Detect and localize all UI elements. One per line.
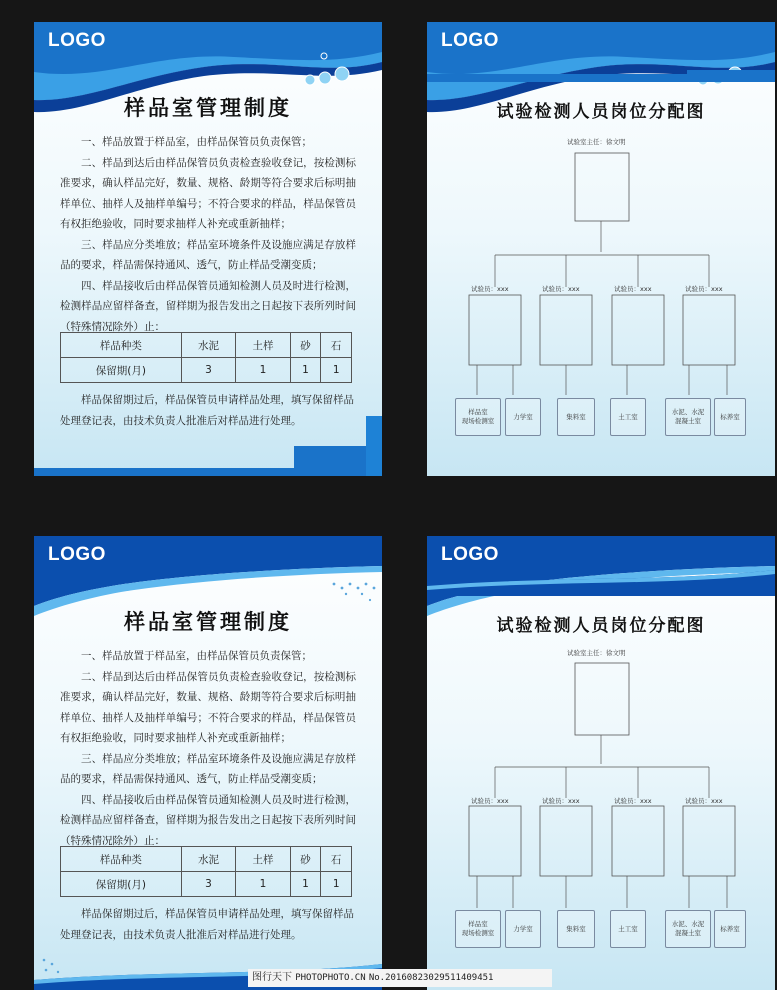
table-cell: 1	[321, 358, 352, 383]
staff-label: 试验员：xxx	[471, 285, 509, 293]
room-box: 样品室 现场检测室	[455, 398, 501, 436]
retention-table	[60, 846, 352, 897]
rule-2: 二、样品到达后由样品保管员负责检查验收登记，按检测标准要求，确认样品完好，数量、规格、龄期等符合要求后标明抽样单位、抽样人及抽样单编号；不符合要求的样品，样品保管员有权拒绝验收，同时要求抽样人补充或重新抽样；	[60, 156, 356, 230]
rules-board-top	[34, 22, 382, 476]
org-board-bottom	[427, 536, 775, 990]
rule-3: 三、样品应分类堆放；样品室环境条件及设施应满足存放样品的要求，样品需保持通风、透气，防止样品受潮变质；	[60, 238, 356, 271]
org-board-top	[427, 22, 775, 476]
table-row	[61, 358, 352, 383]
table-row	[61, 333, 352, 358]
table-cell: 1	[290, 872, 321, 897]
room-box: 力学室	[505, 910, 541, 948]
room-box: 力学室	[505, 398, 541, 436]
rule-1: 一、样品放置于样品室，由样品保管员负责保管；	[81, 650, 312, 662]
table-cell: 样品种类	[61, 333, 182, 358]
table-cell: 土样	[236, 333, 290, 358]
table-cell: 砂	[290, 847, 321, 872]
room-box: 标养室	[714, 910, 746, 948]
staff-label: 试验员：xxx	[685, 285, 723, 293]
page-title: 试验检测人员岗位分配图	[496, 102, 706, 122]
page-title: 样品室管理制度	[124, 610, 292, 634]
retention-table	[60, 332, 352, 383]
director-label: 试验室主任：徐文明	[567, 649, 626, 657]
table-cell: 砂	[290, 333, 321, 358]
logo: LOGO	[48, 544, 106, 565]
rules-text	[60, 132, 356, 337]
table-cell: 水泥	[181, 333, 235, 358]
room-box: 水泥、水泥 混凝土室	[665, 398, 711, 436]
staff-label: 试验员：xxx	[614, 285, 652, 293]
logo: LOGO	[48, 30, 106, 51]
table-cell: 1	[236, 358, 290, 383]
staff-label: 试验员：xxx	[614, 797, 652, 805]
table-cell: 石	[321, 333, 352, 358]
rules-text	[60, 646, 356, 851]
table-row	[61, 872, 352, 897]
room-box: 水泥、水泥 混凝土室	[665, 910, 711, 948]
room-box: 土工室	[610, 398, 646, 436]
watermark-url: PHOTOPHOTO.CN	[295, 973, 366, 983]
rule-1: 一、样品放置于样品室，由样品保管员负责保管；	[81, 136, 312, 148]
table-cell: 石	[321, 847, 352, 872]
staff-label: 试验员：xxx	[542, 797, 580, 805]
closing-paragraph: 样品保留期过后，样品保管员申请样品处理，填写保留样品处理登记表，由技术负责人批准后对样品进行处理。	[60, 908, 354, 941]
table-cell: 保留期(月)	[61, 358, 182, 383]
watermark-site: 图行天下	[252, 972, 292, 983]
rule-2: 二、样品到达后由样品保管员负责检查验收登记，按检测标准要求，确认样品完好，数量、规格、龄期等符合要求后标明抽样单位、抽样人及抽样单编号；不符合要求的样品，样品保管员有权拒绝验收，同时要求抽样人补充或重新抽样；	[60, 670, 356, 744]
page-title: 样品室管理制度	[124, 96, 292, 120]
rules-board-bottom	[34, 536, 382, 990]
rule-4: 四、样品接收后由样品保管员通知检测人员及时进行检测，检测样品应留样备查，留样期为报告发出之日起按下表所列时间（特殊情况除外）止：	[60, 793, 356, 847]
table-cell: 1	[290, 358, 321, 383]
rule-3: 三、样品应分类堆放；样品室环境条件及设施应满足存放样品的要求，样品需保持通风、透气，防止样品受潮变质；	[60, 752, 356, 785]
rule-4: 四、样品接收后由样品保管员通知检测人员及时进行检测，检测样品应留样备查，留样期为报告发出之日起按下表所列时间（特殊情况除外）止：	[60, 279, 356, 333]
staff-label: 试验员：xxx	[685, 797, 723, 805]
table-row	[61, 847, 352, 872]
table-cell: 土样	[236, 847, 290, 872]
staff-label: 试验员：xxx	[542, 285, 580, 293]
table-cell: 1	[321, 872, 352, 897]
director-label: 试验室主任：徐文明	[567, 138, 626, 146]
table-cell: 保留期(月)	[61, 872, 182, 897]
table-cell: 3	[181, 872, 235, 897]
footer-decoration	[427, 22, 775, 82]
table-cell: 3	[181, 358, 235, 383]
room-box: 标养室	[714, 398, 746, 436]
footer-swoosh	[427, 536, 775, 596]
watermark-id: No.20160823029511409451	[368, 973, 494, 983]
page-title: 试验检测人员岗位分配图	[496, 616, 706, 636]
closing-paragraph: 样品保留期过后，样品保管员申请样品处理，填写保留样品处理登记表，由技术负责人批准后对样品进行处理。	[60, 394, 354, 427]
logo: LOGO	[441, 30, 499, 51]
staff-label: 试验员：xxx	[471, 797, 509, 805]
room-box: 集料室	[557, 910, 595, 948]
table-cell: 1	[236, 872, 290, 897]
table-cell: 水泥	[181, 847, 235, 872]
room-box: 样品室 现场检测室	[455, 910, 501, 948]
table-cell: 样品种类	[61, 847, 182, 872]
footer-decoration	[34, 416, 382, 476]
room-box: 集料室	[557, 398, 595, 436]
room-box: 土工室	[610, 910, 646, 948]
logo: LOGO	[441, 544, 499, 565]
watermark-bar	[248, 969, 552, 987]
